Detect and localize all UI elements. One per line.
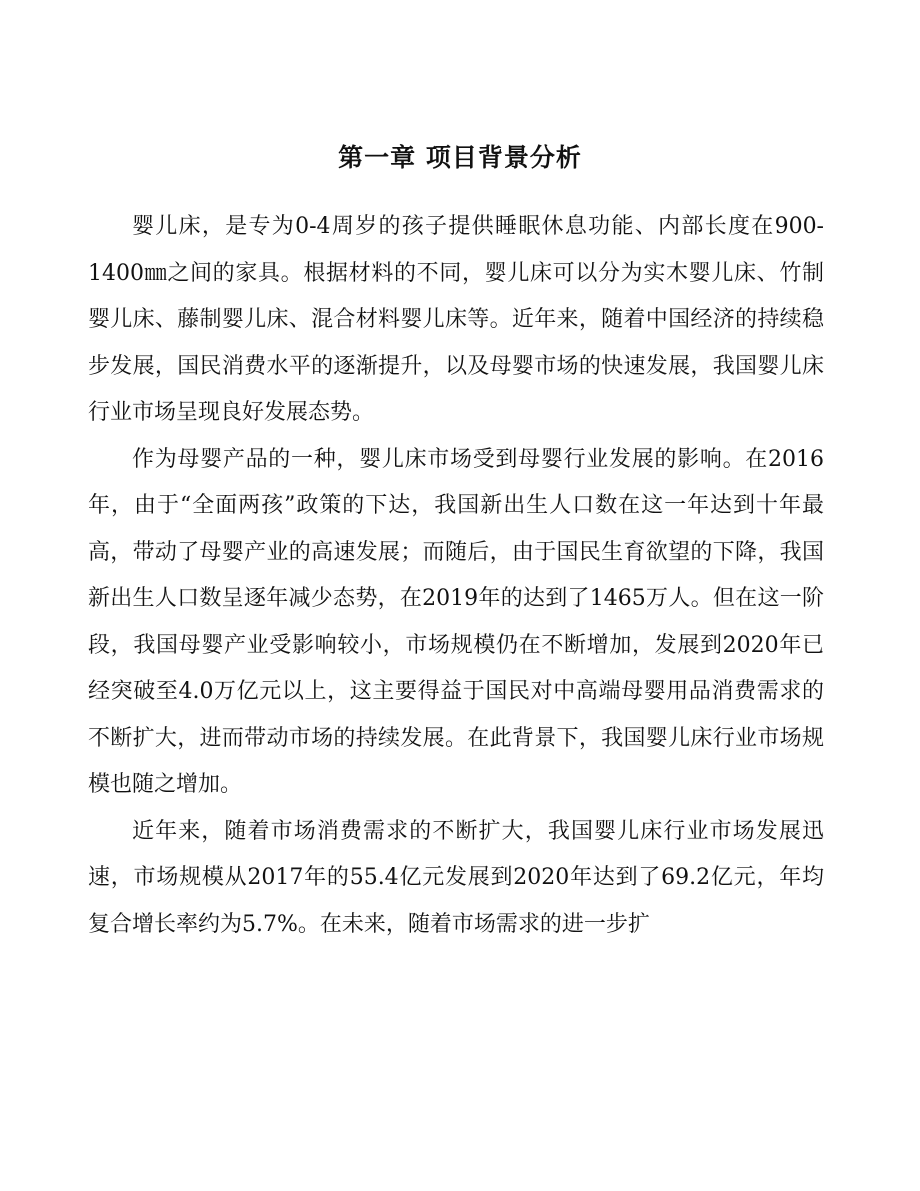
paragraph-2: 作为母婴产品的一种，婴儿床市场受到母婴行业发展的影响。在2016年，由于“全面两孩”政策的下达，我国新出生人口数在这一年达到十年最高，带动了母婴产业的高速发展；而随后，由于国民生育欲望的下降，我国新出生人口数呈逐年减少态势，在2019年的达到了1465万人。但在这一阶段，我国母婴产业受影响较小，市场规模仍在不断增加，发展到2020年已经突破至4.0万亿元以上，这主要得益于国民对中高端母婴用品消费需求的不断扩大，进而带动市场的持续发展。在此背景下，我国婴儿床行业市场规模也随之增加。	[88, 446, 824, 797]
paragraph-3: 近年来，随着市场消费需求的不断扩大，我国婴儿床行业市场发展迅速，市场规模从2017年的55.4亿元发展到2020年达到了69.2亿元，年均复合增长率约为5.7%。在未来，随着市场需求的进一步扩	[88, 818, 824, 937]
paragraph-1: 婴儿床，是专为0-4周岁的孩子提供睡眠休息功能、内部长度在900-1400㎜之间的家具。根据材料的不同，婴儿床可以分为实木婴儿床、竹制婴儿床、藤制婴儿床、混合材料婴儿床等。近年来，随着中国经济的持续稳步发展，国民消费水平的逐渐提升，以及母婴市场的快速发展，我国婴儿床行业市场呈现良好发展态势。	[88, 214, 824, 425]
body-text	[88, 204, 824, 948]
chapter-title: 第一章 项目背景分析	[338, 143, 582, 172]
